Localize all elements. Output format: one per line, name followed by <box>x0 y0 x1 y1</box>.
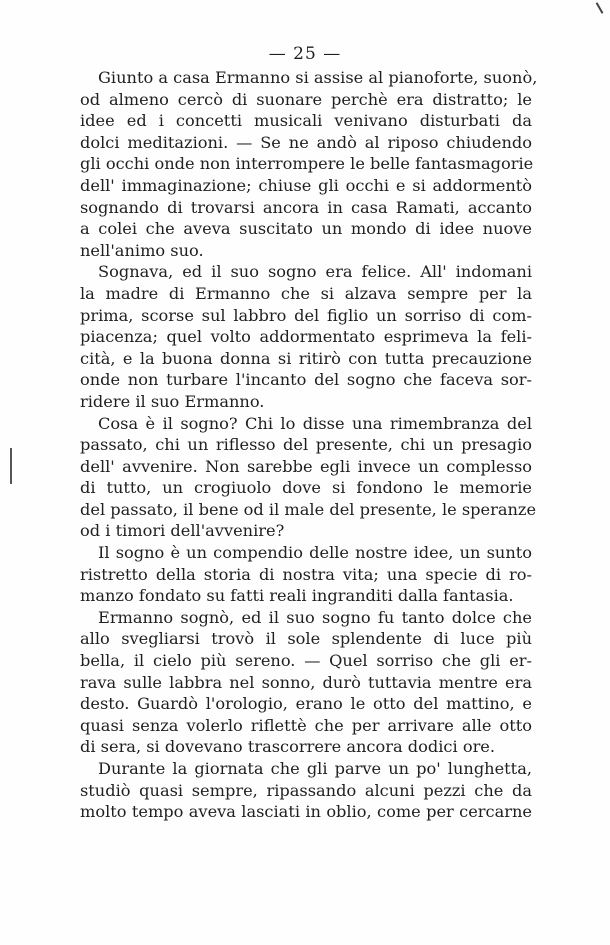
text-line: cità, e la buona donna si ritirò con tutta precauzione <box>80 348 532 368</box>
text-line: gli occhi onde non interrompere le belle fantasmagorie <box>80 154 534 174</box>
text-line: nell'animo suo. <box>80 240 204 260</box>
text-line: manzo fondato su fatti reali ingranditi dalla fantasia. <box>80 586 514 606</box>
text-line: prima, scorse sul labbro del figlio un sorriso di com- <box>80 305 532 325</box>
text-line: desto. Guardò l'orologio, erano le otto del mattino, e <box>80 694 532 714</box>
text-line: idee ed i concetti musicali venivano disturbati da <box>80 111 532 131</box>
text-line: Il sogno è un compendio delle nostre idee, un sunto <box>98 543 532 563</box>
text-line: Giunto a casa Ermanno si assise al pianoforte, suonò, <box>98 68 538 87</box>
text-line: a colei che aveva suscitato un mondo di idee nuove <box>80 219 532 239</box>
text-line: rava sulle labbra nel sonno, durò tuttavia mentre era <box>80 672 532 692</box>
text-line: Durante la giornata che gli parve un po' lunghetta, <box>98 759 532 778</box>
text-line: quasi senza volerlo riflettè che per arrivare alle otto <box>80 715 532 735</box>
text-line: passato, chi un riflesso del presente, chi un presagio <box>80 435 532 455</box>
text-line: di tutto, un crogiuolo dove si fondono le memorie <box>80 478 532 498</box>
text-line: ristretto della storia di nostra vita; una specie di ro- <box>80 564 532 584</box>
text-line: dell' avvenire. Non sarebbe egli invece un complesso <box>80 456 532 476</box>
body-text <box>80 67 538 823</box>
text-line: studiò quasi sempre, ripassando alcuni pezzi che da <box>80 780 532 800</box>
text-line: piacenza; quel volto addormentato esprimeva la feli- <box>80 327 532 347</box>
text-line: sognando di trovarsi ancora in casa Ramati, accanto <box>80 197 532 217</box>
text-line: del passato, il bene od il male del presente, le speranze <box>80 499 537 519</box>
text-line: ridere il suo Ermanno. <box>80 391 265 411</box>
text-line: allo svegliarsi trovò il sole splendente di luce più <box>80 629 532 649</box>
text-line: dell' immaginazione; chiuse gli occhi e si addormentò <box>80 175 532 195</box>
text-line: molto tempo aveva lasciati in oblio, come per cercarne <box>80 802 532 822</box>
corner-stroke-mark <box>596 0 610 14</box>
page-number: — 25 — <box>268 44 342 64</box>
text-line: la madre di Ermanno che si alzava sempre per la <box>80 283 532 303</box>
text-line: Ermanno sognò, ed il suo sogno fu tanto dolce che <box>98 607 532 627</box>
text-line: od almeno cercò di suonare perchè era distratto; le <box>80 89 532 109</box>
text-line: bella, il cielo più sereno. — Quel sorriso che gli er- <box>80 651 532 671</box>
text-line: od i timori dell'avvenire? <box>80 521 285 541</box>
text-line: Cosa è il sogno? Chi lo disse una rimembranza del <box>98 413 532 433</box>
text-line: Sognava, ed il suo sogno era felice. All' indomani <box>98 262 532 282</box>
left-margin-mark <box>10 448 12 484</box>
text-line: dolci meditazioni. — Se ne andò al riposo chiudendo <box>80 132 532 152</box>
text-line: di sera, si dovevano trascorrere ancora dodici ore. <box>80 737 496 757</box>
text-line: onde non turbare l'incanto del sogno che faceva sor- <box>80 370 532 390</box>
